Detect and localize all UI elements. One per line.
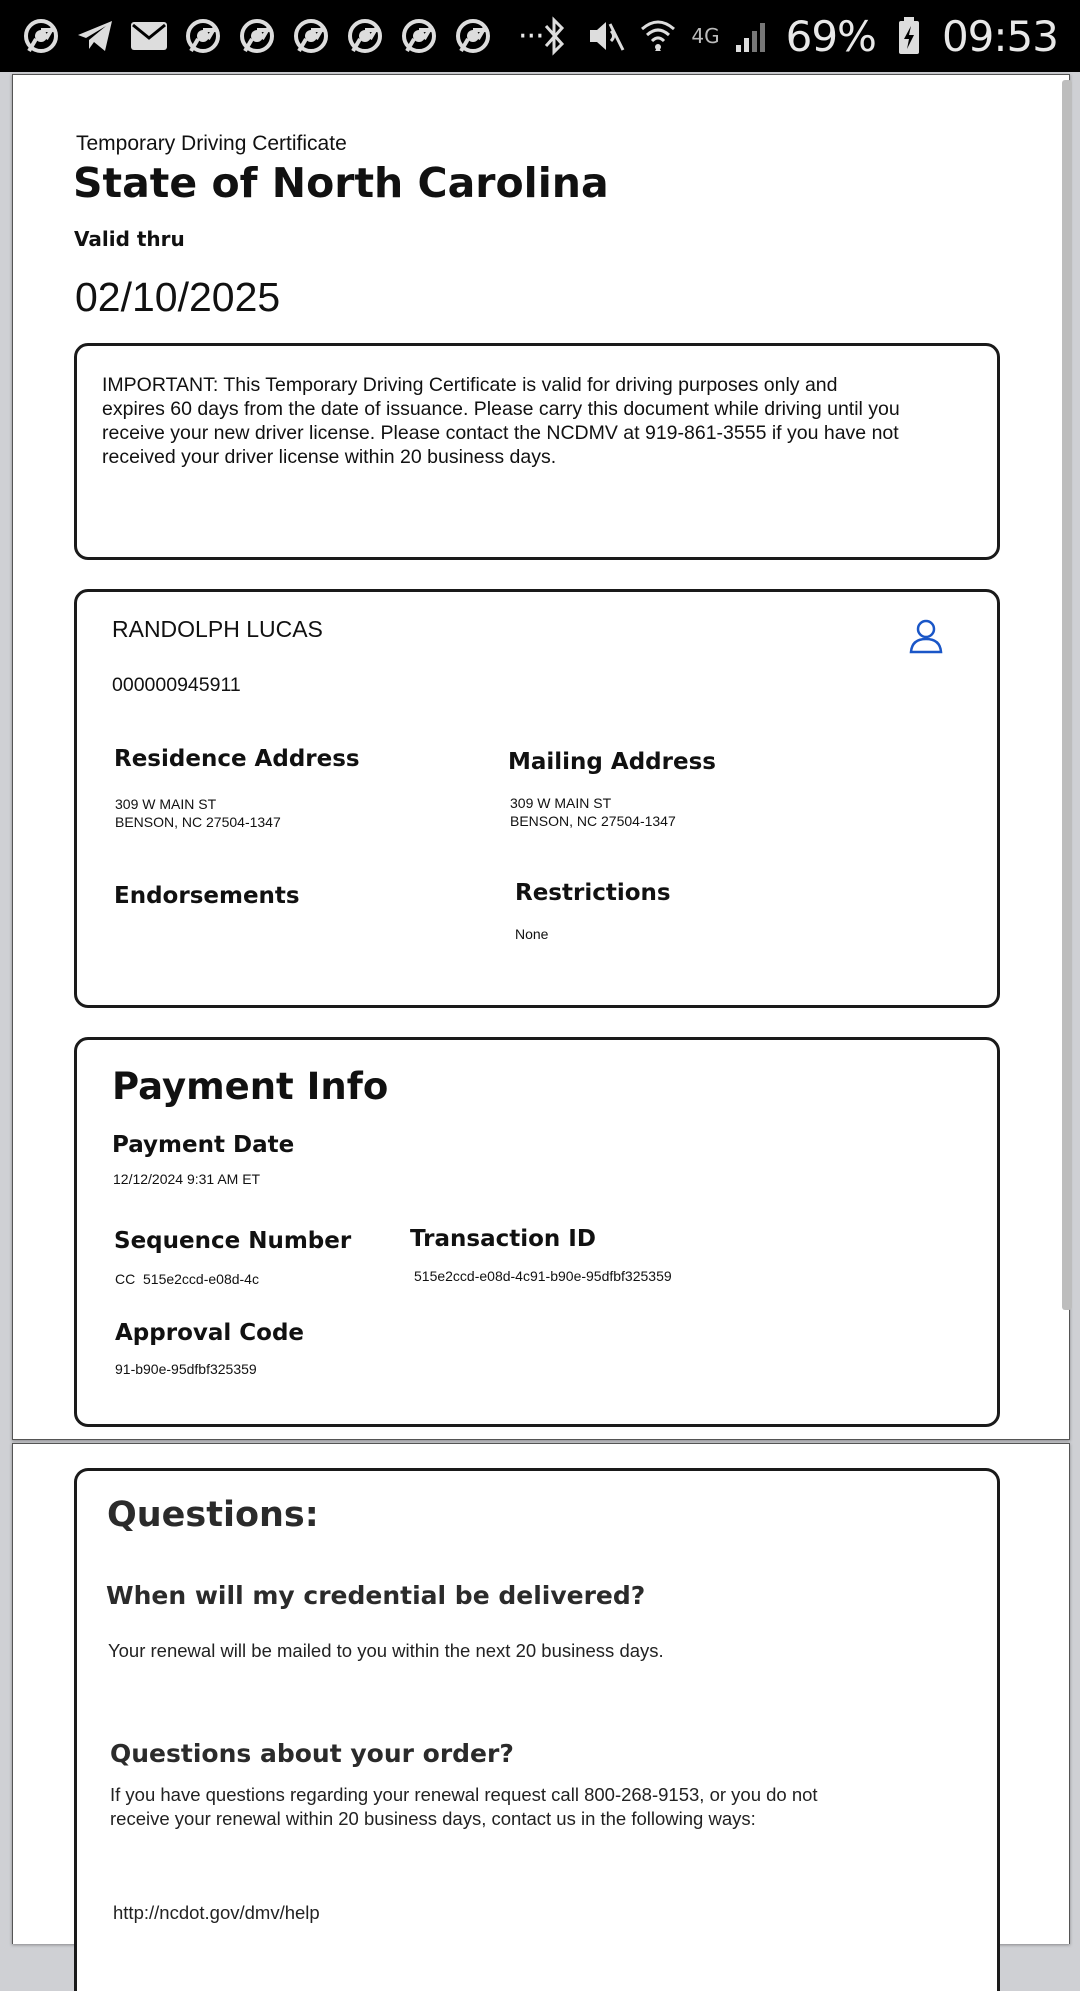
transaction-id-label: Transaction ID [410, 1226, 596, 1252]
transaction-id-value: 515e2ccd-e08d-4c91-b90e-95dfbf325359 [414, 1268, 672, 1284]
approval-code-value: 91-b90e-95dfbf325359 [115, 1361, 257, 1377]
questions-title: Questions: [107, 1495, 319, 1535]
payment-info-box [74, 1037, 1000, 1427]
person-icon [908, 618, 944, 659]
sequence-number-value: CC 515e2ccd-e08d-4c [115, 1271, 259, 1287]
telegram-icon [76, 17, 114, 55]
residence-address-label: Residence Address [114, 746, 360, 772]
state-title: State of North Carolina [73, 159, 609, 207]
chrome-icon [184, 17, 222, 55]
endorsements-label: Endorsements [114, 883, 300, 909]
certificate-page[interactable] [12, 74, 1070, 1440]
status-bar [0, 0, 1080, 72]
wifi-icon [639, 17, 677, 55]
restrictions-value: None [515, 926, 549, 942]
payment-date-label: Payment Date [112, 1132, 295, 1158]
system-status [535, 10, 1058, 62]
chrome-icon [454, 17, 492, 55]
questions-box [74, 1468, 1000, 1991]
mute-icon [587, 17, 625, 55]
mail-icon [130, 17, 168, 55]
questions-page[interactable] [12, 1443, 1070, 1944]
order-answer: If you have questions regarding your renewal request call 800-268-9153, or you do not receive your renewal within 20 business days, contact us in the following ways: [110, 1784, 818, 1829]
signal-icon [734, 17, 772, 55]
payment-info-title: Payment Info [112, 1065, 389, 1108]
restrictions-label: Restrictions [515, 880, 671, 906]
more-notifications-icon: ··· [518, 18, 544, 54]
help-link[interactable]: http://ncdot.gov/dmv/help [113, 1902, 320, 1923]
holder-name: RANDOLPH LUCAS [112, 616, 323, 642]
bluetooth-icon [535, 17, 573, 55]
delivery-question-heading: When will my credential be delivered? [106, 1581, 646, 1610]
important-notice: IMPORTANT: This Temporary Driving Certificate is valid for driving purposes only and expires 60 days from the date of issuance. Please carry this document while driving until you receive your new driver license. Please contact the NCDMV at 919-861-3555 if you have not received your driver license within 20 business days. [102, 374, 900, 468]
important-notice-box [74, 343, 1000, 560]
battery-percent: 69% [785, 11, 876, 61]
notification-icons [22, 14, 544, 58]
sequence-number-label: Sequence Number [114, 1228, 352, 1254]
order-question-heading: Questions about your order? [110, 1739, 514, 1768]
mailing-address-label: Mailing Address [508, 749, 716, 775]
valid-thru-date: 02/10/2025 [75, 274, 281, 320]
chrome-icon [346, 17, 384, 55]
delivery-answer: Your renewal will be mailed to you within the next 20 business days. [108, 1640, 664, 1661]
mailing-address: 309 W MAIN ST BENSON, NC 27504-1347 [510, 795, 676, 829]
certificate-label: Temporary Driving Certificate [76, 132, 347, 155]
clock: 09:53 [941, 11, 1058, 61]
chrome-icon [292, 17, 330, 55]
valid-thru-label: Valid thru [74, 227, 185, 251]
residence-address: 309 W MAIN ST BENSON, NC 27504-1347 [115, 796, 281, 830]
chrome-icon [22, 17, 60, 55]
document-scrollbar[interactable] [1062, 80, 1072, 1310]
payment-date-value: 12/12/2024 9:31 AM ET [113, 1171, 261, 1187]
network-type: 4G [691, 24, 720, 48]
holder-id-number: 000000945911 [112, 674, 241, 696]
battery-icon [890, 17, 928, 55]
chrome-icon [400, 17, 438, 55]
approval-code-label: Approval Code [115, 1320, 305, 1346]
holder-info-box [74, 589, 1000, 1008]
chrome-icon [238, 17, 276, 55]
